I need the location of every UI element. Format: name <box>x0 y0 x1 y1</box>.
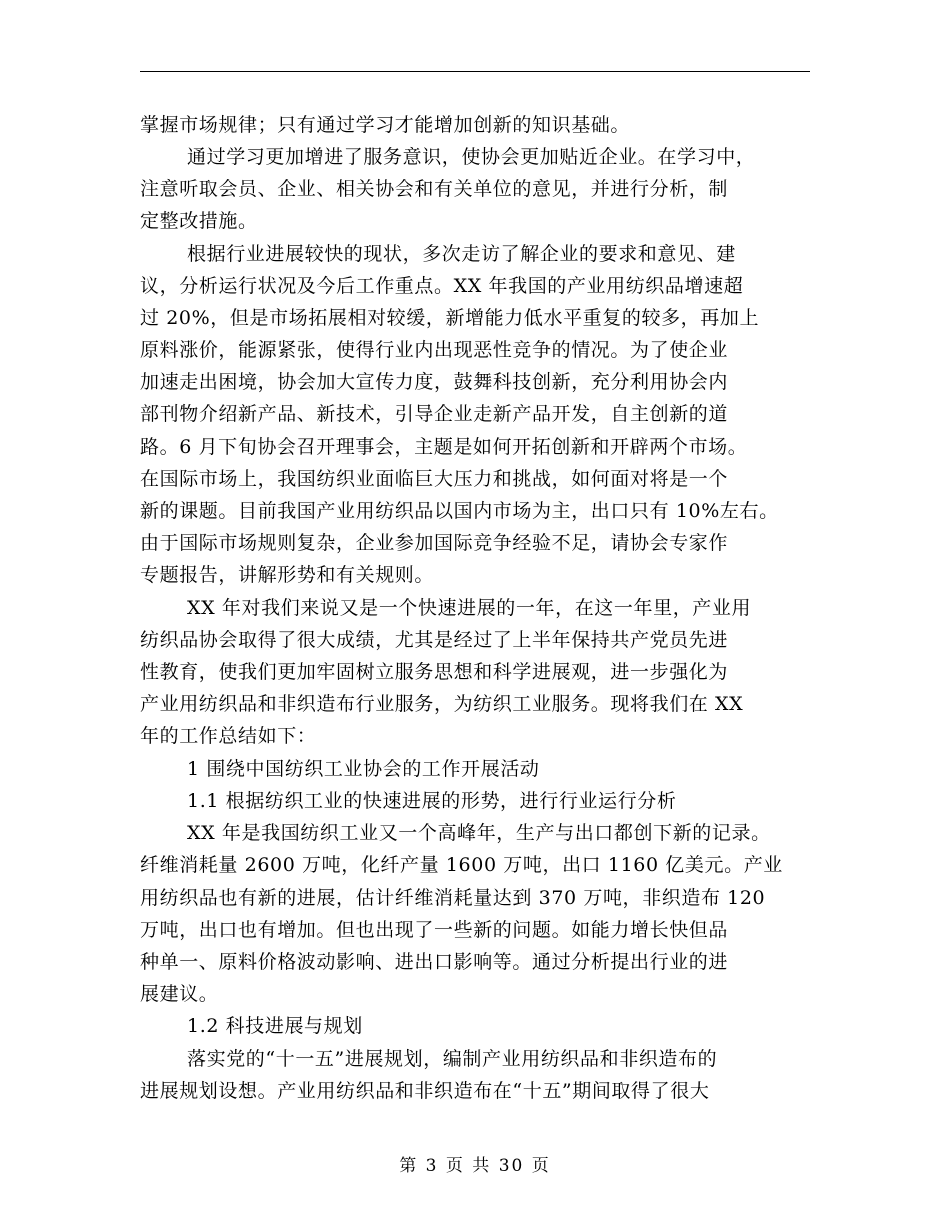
text-line: XX 年对我们来说又是一个快速进展的一年，在这一年里，产业用 <box>187 597 752 619</box>
text-line: 由于国际市场规则复杂，企业参加国际竞争经验不足，请协会专家作 <box>140 532 729 554</box>
text-line: 年的工作总结如下： <box>140 725 317 747</box>
text-line: 过 20%，但是市场拓展相对较缓，新增能力低水平重复的较多，再加上 <box>140 307 760 329</box>
text-line: 路。6 月下旬协会召开理事会，主题是如何开拓创新和开辟两个市场。 <box>140 436 748 458</box>
text-line: 专题报告，讲解形势和有关规则。 <box>140 564 435 586</box>
text-line: 万吨，出口也有增加。但也出现了一些新的问题。如能力增长快但品 <box>140 919 729 941</box>
subsection-heading: 1.1 根据纺织工业的快速进展的形势，进行行业运行分析 <box>187 790 677 812</box>
text-line: 定整改措施。 <box>140 210 258 232</box>
text-line: 纺织品协会取得了很大成绩，尤其是经过了上半年保持共产党员先进 <box>140 629 729 651</box>
text-line: 在国际市场上，我国纺织业面临巨大压力和挑战，如何面对将是一个 <box>140 468 729 490</box>
text-line: 掌握市场规律；只有通过学习才能增加创新的知识基础。 <box>140 114 631 136</box>
text-line: XX 年是我国纺织工业又一个高峰年，生产与出口都创下新的记录。 <box>187 822 771 844</box>
text-line: 用纺织品也有新的进展，估计纤维消耗量达到 370 万吨，非织造布 120 <box>140 887 766 909</box>
text-line: 进展规划设想。产业用纺织品和非织造布在“十五”期间取得了很大 <box>140 1080 710 1102</box>
text-line: 部刊物介绍新产品、新技术，引导企业走新产品开发，自主创新的道 <box>140 403 729 425</box>
text-line: 原料涨价，能源紧张，使得行业内出现恶性竞争的情况。为了使企业 <box>140 339 729 361</box>
section-heading: 1 围绕中国纺织工业协会的工作开展活动 <box>187 758 540 780</box>
text-line: 议，分析运行状况及今后工作重点。XX 年我国的产业用纺织品增速超 <box>140 275 744 297</box>
text-line: 注意听取会员、企业、相关协会和有关单位的意见，并进行分析，制 <box>140 178 729 200</box>
text-line: 通过学习更加增进了服务意识，使协会更加贴近企业。在学习中， <box>187 146 756 168</box>
text-line: 新的课题。目前我国产业用纺织品以国内市场为主，出口只有 10%左右。 <box>140 500 779 522</box>
text-line: 性教育，使我们更加牢固树立服务思想和科学进展观，进一步强化为 <box>140 661 729 683</box>
header-rule <box>140 71 810 72</box>
text-line: 加速走出困境，协会加大宣传力度，鼓舞科技创新，充分利用协会内 <box>140 371 729 393</box>
subsection-heading: 1.2 科技进展与规划 <box>187 1015 363 1037</box>
text-line: 种单一、原料价格波动影响、进出口影响等。通过分析提出行业的进 <box>140 951 729 973</box>
page-number: 第 3 页 共 30 页 <box>399 1156 551 1176</box>
text-line: 落实党的“十一五”进展规划，编制产业用纺织品和非织造布的 <box>187 1048 718 1070</box>
text-line: 根据行业进展较快的现状，多次走访了解企业的要求和意见、建 <box>187 243 736 265</box>
text-line: 纤维消耗量 2600 万吨，化纤产量 1600 万吨，出口 1160 亿美元。产业 <box>140 854 783 876</box>
text-line: 产业用纺织品和非织造布行业服务，为纺织工业服务。现将我们在 XX <box>140 693 744 715</box>
text-line: 展建议。 <box>140 983 219 1005</box>
